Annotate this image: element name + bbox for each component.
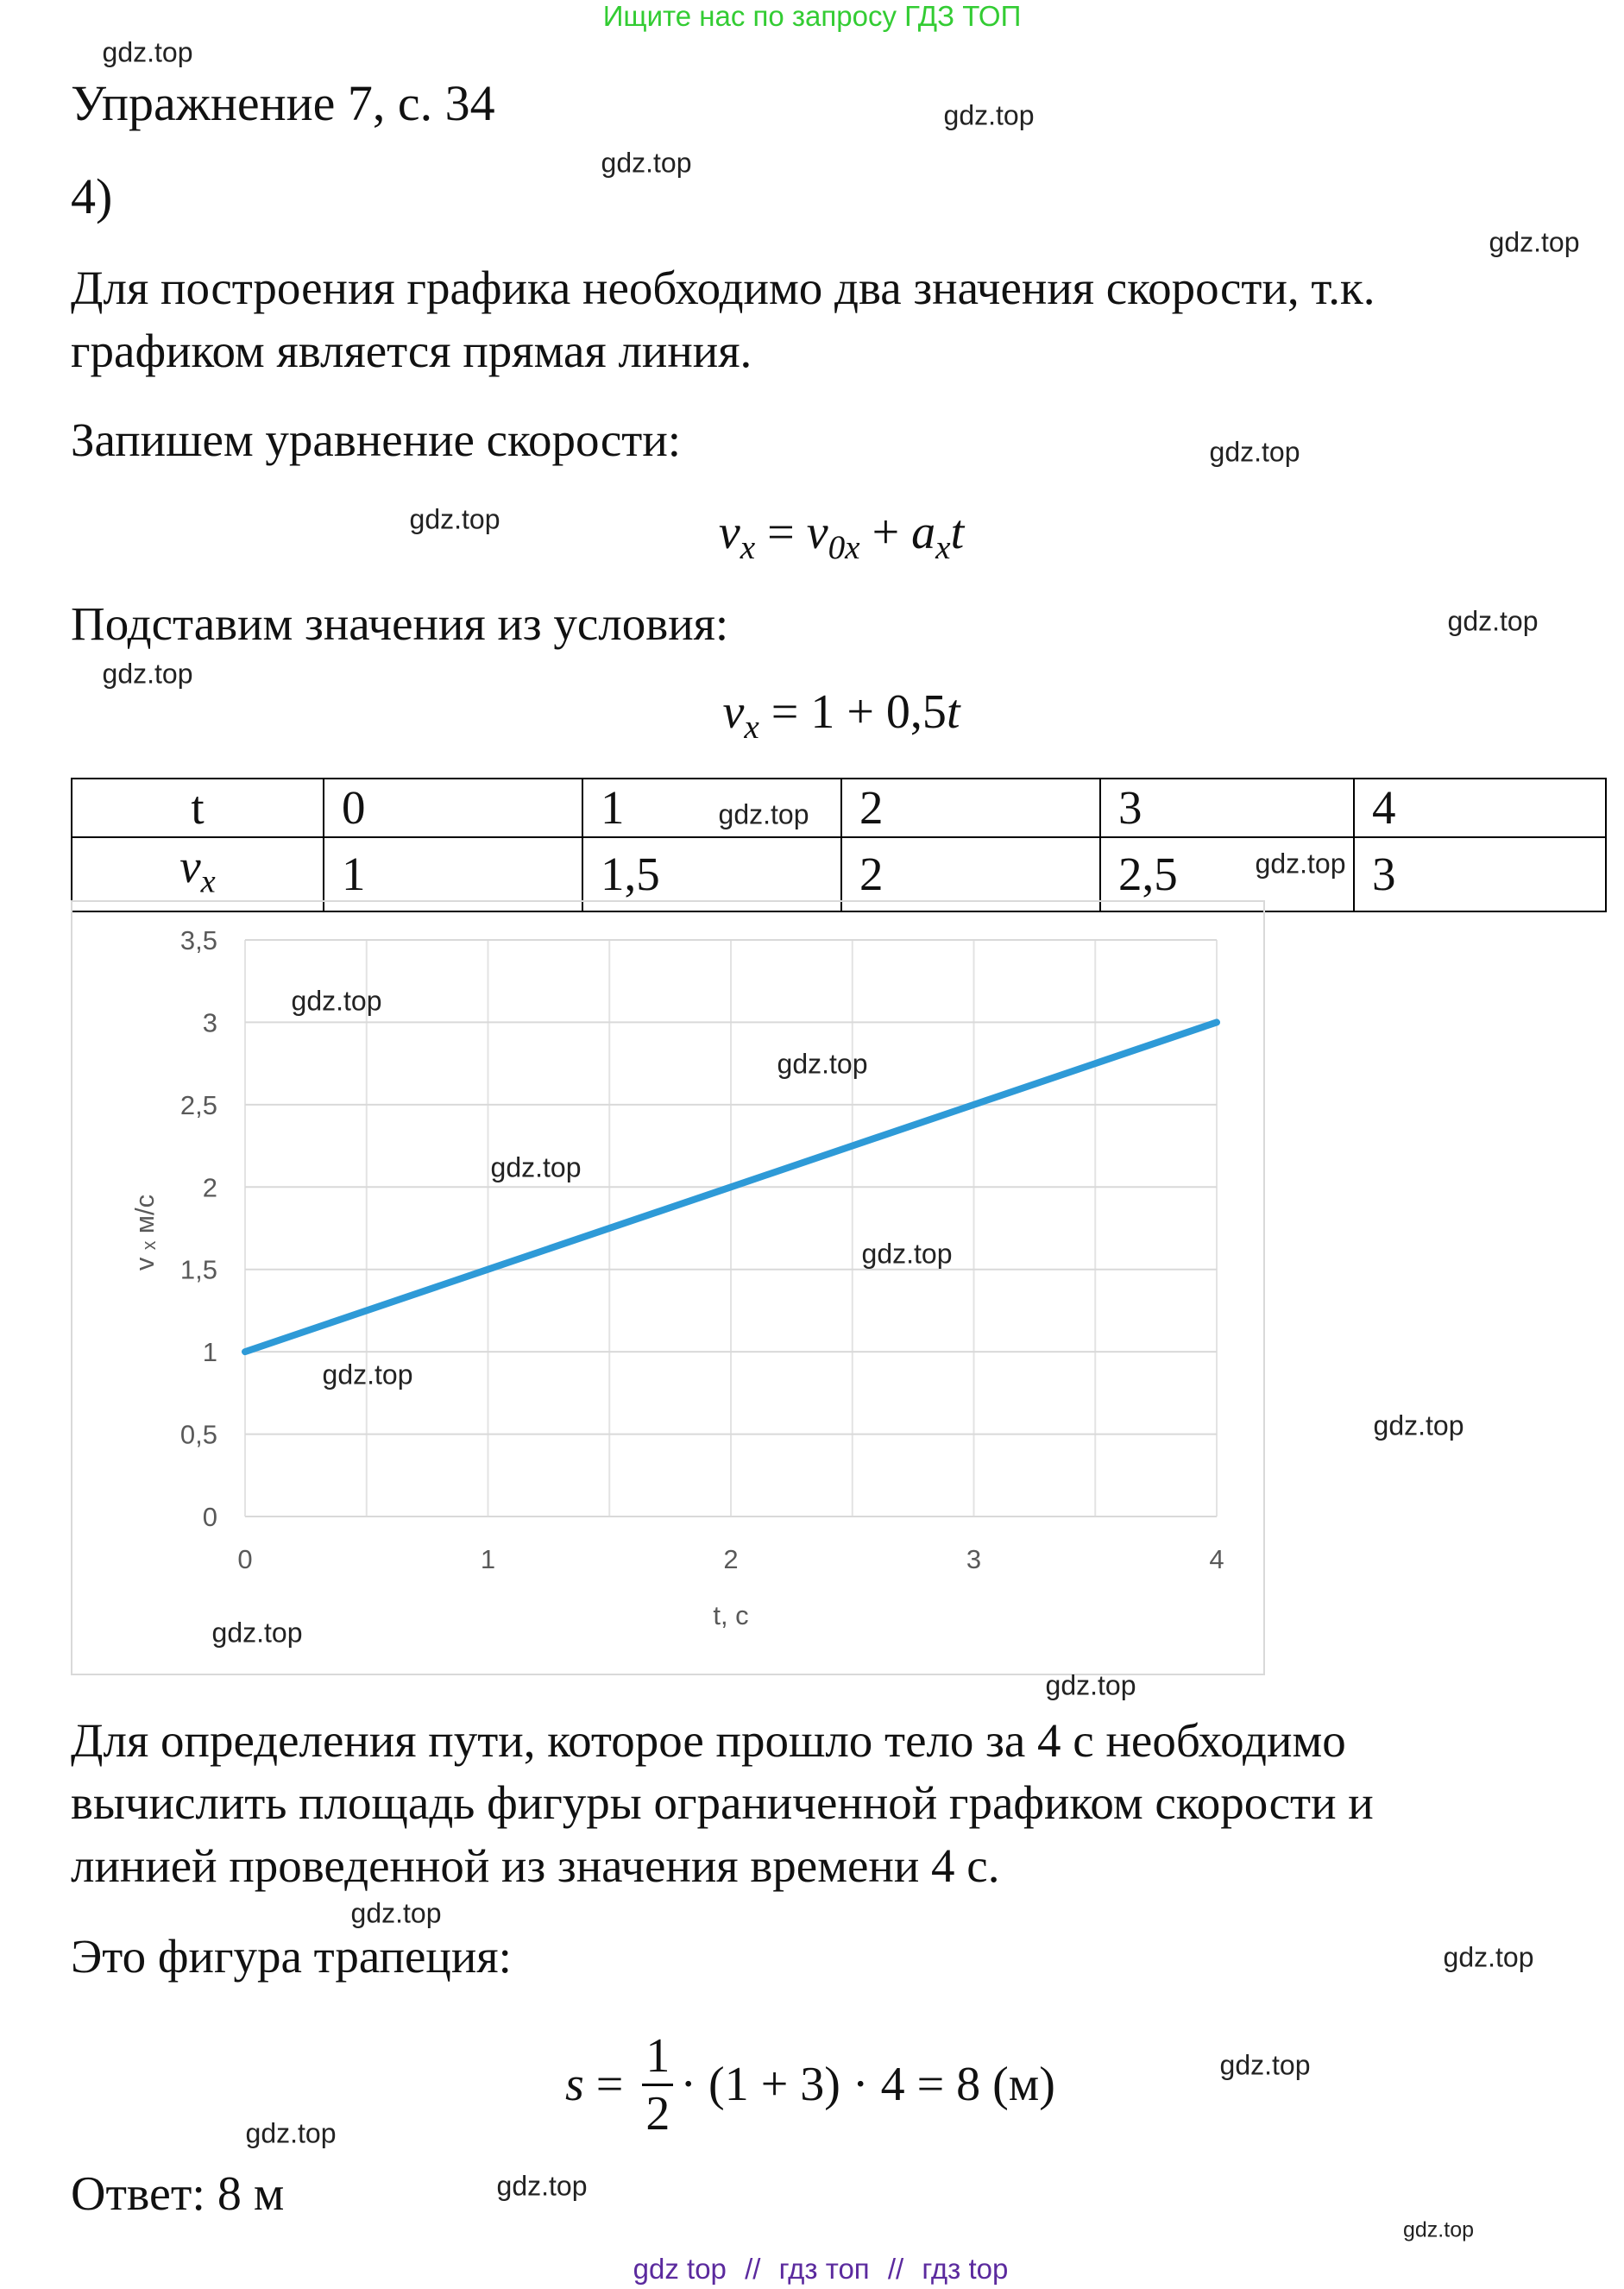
- x-tick-label: 3: [966, 1544, 982, 1574]
- watermark: gdz.top: [409, 503, 500, 535]
- watermark: gdz.top: [1402, 2217, 1475, 2242]
- row-header: $v_x$: [72, 837, 324, 911]
- item-number: 4): [71, 168, 113, 224]
- watermark: gdz.top: [1443, 1941, 1534, 1973]
- watermark: gdz.top: [322, 1359, 413, 1390]
- substituted-equation: $v_x = 1 + 0,5t$: [722, 685, 960, 746]
- watermark: gdz.top: [102, 36, 193, 68]
- watermark: gdz.top: [601, 147, 692, 179]
- answer: Ответ: 8 м: [71, 2167, 285, 2221]
- chart-svg: [72, 902, 1267, 1677]
- footer-link[interactable]: гдз топ: [778, 2253, 870, 2285]
- watermark: gdz.top: [350, 1897, 442, 1929]
- paragraph-line: вычислить площадь фигуры ограниченной графиком скорости и: [71, 1776, 1374, 1829]
- y-tick-label: 0: [202, 1502, 217, 1532]
- table-cell: 1: [582, 779, 841, 837]
- distance-formula: s = $\frac{1}{2}$ · (1 + 3) · 4 = 8 (м): [565, 2028, 1055, 2141]
- x-tick-label: 1: [480, 1544, 496, 1574]
- fraction: $\frac{1}{2}$: [642, 2028, 673, 2141]
- footer-links: gdz top // гдз топ // гдз top: [633, 2253, 1009, 2285]
- top-banner[interactable]: Ищите нас по запросу ГДЗ ТОП: [602, 0, 1022, 32]
- watermark: gdz.top: [1447, 605, 1539, 637]
- watermark: gdz.top: [1255, 848, 1346, 880]
- y-tick-label: 2: [202, 1172, 217, 1203]
- paragraph-line: графиком является прямая линия.: [71, 325, 752, 377]
- x-axis-label: t, c: [713, 1600, 749, 1630]
- table-cell: 2,5: [1100, 837, 1354, 911]
- table-cell: 1: [324, 837, 582, 911]
- exercise-title: Упражнение 7, с. 34: [71, 75, 495, 131]
- watermark: gdz.top: [943, 99, 1035, 131]
- paragraph-line: Для определения пути, которое прошло тело за 4 с необходимо: [71, 1714, 1346, 1767]
- table-row: [72, 779, 1606, 837]
- velocity-chart: [71, 900, 1265, 1675]
- paragraph: Это фигура трапеция:: [71, 1930, 512, 1983]
- paragraph-line: линией проведенной из значения времени 4 с.: [71, 1839, 1000, 1892]
- values-table: [71, 778, 1607, 912]
- watermark: gdz.top: [1045, 1669, 1136, 1701]
- row-header: t: [72, 779, 324, 837]
- table-cell: 3: [1354, 837, 1606, 911]
- y-tick-label: 1,5: [179, 1254, 217, 1285]
- watermark: gdz.top: [777, 1048, 868, 1080]
- paragraph: Подставим значения из условия:: [71, 597, 729, 650]
- x-tick-label: 2: [723, 1544, 739, 1574]
- table-cell: 2: [841, 837, 1100, 911]
- watermark: gdz.top: [245, 2117, 337, 2149]
- y-tick-label: 2,5: [179, 1089, 217, 1120]
- paragraph-line: Для построения графика необходимо два значения скорости, т.к.: [71, 262, 1375, 314]
- watermark: gdz.top: [102, 658, 193, 690]
- y-tick-label: 1: [202, 1337, 217, 1368]
- watermark: gdz.top: [1219, 2049, 1311, 2081]
- table-cell: 1,5: [582, 837, 841, 911]
- watermark: gdz.top: [496, 2170, 588, 2202]
- footer-link[interactable]: gdz top: [633, 2253, 727, 2285]
- table-cell: 0: [324, 779, 582, 837]
- table-cell: 4: [1354, 779, 1606, 837]
- y-tick-label: 0,5: [179, 1419, 217, 1450]
- watermark: gdz.top: [1489, 226, 1580, 258]
- x-tick-label: 0: [237, 1544, 253, 1574]
- paragraph: Запишем уравнение скорости:: [71, 413, 682, 466]
- y-tick-label: 3,5: [179, 925, 217, 955]
- watermark: gdz.top: [1209, 436, 1300, 468]
- y-axis-label: v ₓ м/с: [129, 1194, 160, 1271]
- watermark: gdz.top: [490, 1151, 582, 1183]
- watermark: gdz.top: [861, 1238, 953, 1270]
- watermark: gdz.top: [718, 798, 809, 830]
- watermark: gdz.top: [211, 1617, 303, 1649]
- footer-link[interactable]: гдз top: [922, 2253, 1009, 2285]
- watermark: gdz.top: [291, 985, 382, 1017]
- watermark: gdz.top: [1373, 1409, 1464, 1441]
- velocity-equation: $v_x = v_{0x} + a_xt$: [718, 506, 965, 566]
- x-tick-label: 4: [1209, 1544, 1224, 1574]
- table-cell: 3: [1100, 779, 1354, 837]
- y-tick-label: 3: [202, 1007, 217, 1038]
- table-cell: 2: [841, 779, 1100, 837]
